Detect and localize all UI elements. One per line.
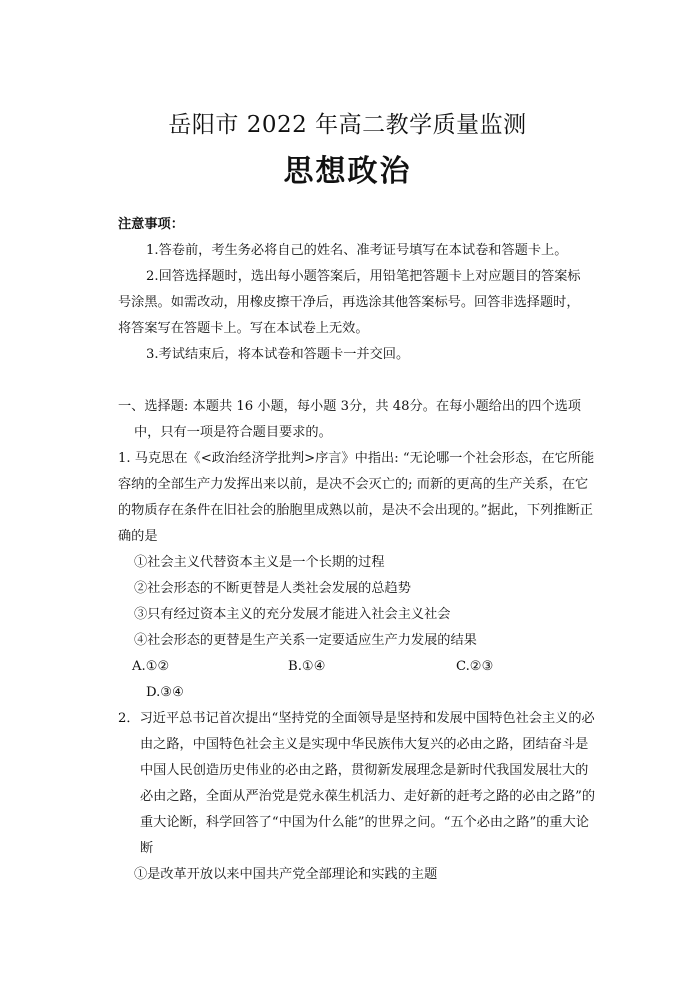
subject-title: 思想政治 xyxy=(283,154,412,189)
answer-choice-a: A.①② xyxy=(132,659,170,674)
answer-choices xyxy=(118,654,596,680)
statement-option: ③只有经过资本主义的充分发展才能进入社会主义社会 xyxy=(134,607,451,622)
notice-item: 3.考试结束后，将本试卷和答题卡一并交回。 xyxy=(146,347,410,362)
notice-heading: 注意事项： xyxy=(118,217,184,232)
exam-title: 岳阳市 2022 年高二教学质量监测 xyxy=(168,112,527,138)
question-1 xyxy=(118,446,596,706)
notice-item: 2.回答选择题时，选出每小题答案后，用铅笔把答题卡上对应题目的答案标号涂黑。如需改动，用橡皮擦干净后，再选涂其他答案标号。回答非选择题时，将答案写在答题卡上。写在本试卷上无效。 xyxy=(118,269,581,336)
statement-option: ①社会主义代替资本主义是一个长期的过程 xyxy=(134,555,385,570)
statement-option: ④社会形态的更替是生产关系一定要适应生产力发展的结果 xyxy=(134,633,477,648)
question-stem: 1. 马克思在《<政治经济学批判>序言》中指出: “无论哪一个社会形态，在它所能容纳的全部生产力发挥出来以前，是决不会灭亡的; 而新的更高的生产关系，在它的物质存在条件在旧社会的胎胞里成熟以前，是决不会出现的。”据此，下列推断正确的是 xyxy=(118,451,595,544)
answer-choice-c: C.②③ xyxy=(456,659,494,674)
section1-heading: 一、选择题: 本题共 16 小题，每小题 3分，共 48分。在每小题给出的四个选项中，只有一项是符合题目要求的。 xyxy=(118,399,581,440)
statement-option: ①是改革开放以来中国共产党全部理论和实践的主题 xyxy=(134,867,438,882)
question-stem: 2．习近平总书记首次提出“坚持党的全面领导是坚持和发展中国特色社会主义的必由之路，中国特色社会主义是实现中华民族伟大复兴的必由之路，团结奋斗是中国人民创造历史伟业的必由之路，贯彻新发展理念是新时代我国发展壮大的必由之路，全面从严治党是党永葆生机活力、走好新的赶考之路的必由之路”的重大论断，科学回答了“中国为什么能”的世界之问。“五个必由之路”的重大论断 xyxy=(118,711,596,856)
statement-option: ②社会形态的不断更替是人类社会发展的总趋势 xyxy=(134,581,411,596)
answer-choice-b: B.①④ xyxy=(288,659,326,674)
section-heading xyxy=(118,394,596,446)
answer-choice-d: D.③④ xyxy=(146,685,184,700)
question-2 xyxy=(118,706,596,888)
notice-item: 1.答卷前，考生务必将自己的姓名、准考证号填写在本试卷和答题卡上。 xyxy=(146,243,568,258)
notice-section xyxy=(118,212,588,368)
